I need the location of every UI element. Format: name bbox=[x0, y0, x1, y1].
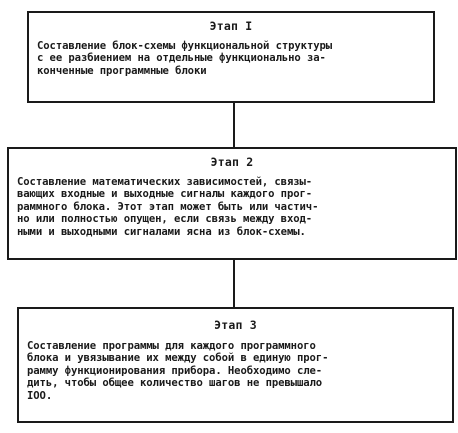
stage-2-box bbox=[7, 147, 457, 260]
stage-3-text: Составление программы для каждого программного блока и увязывание их между собой в единую прог- рамму функционирования прибора. Необходимо сле- дить, чтобы общее количество шагов не превышало IOO. bbox=[27, 340, 329, 402]
stage-1-box bbox=[27, 11, 435, 103]
stage-1-title: Этап I bbox=[209, 19, 253, 33]
stage-2-title: Этап 2 bbox=[210, 155, 254, 169]
connector-line-1-2 bbox=[233, 103, 235, 147]
stage-3-box bbox=[17, 307, 454, 423]
connector-line-2-3 bbox=[233, 260, 235, 307]
stage-3-title: Этап 3 bbox=[214, 318, 257, 332]
stage-2-text: Составление математических зависимостей, связы- вающих входные и выходные сигналы каждого прог- раммного блока. Этот этап может быть или частич- но или полностью опущен, если связь между вход- ными и выходными сигналами ясна из блок-схемы. bbox=[17, 176, 319, 238]
stage-1-text: Составление блок-схемы функциональной структуры с ее разбиением на отдельные функционально за- конченные программные блоки bbox=[37, 40, 333, 77]
